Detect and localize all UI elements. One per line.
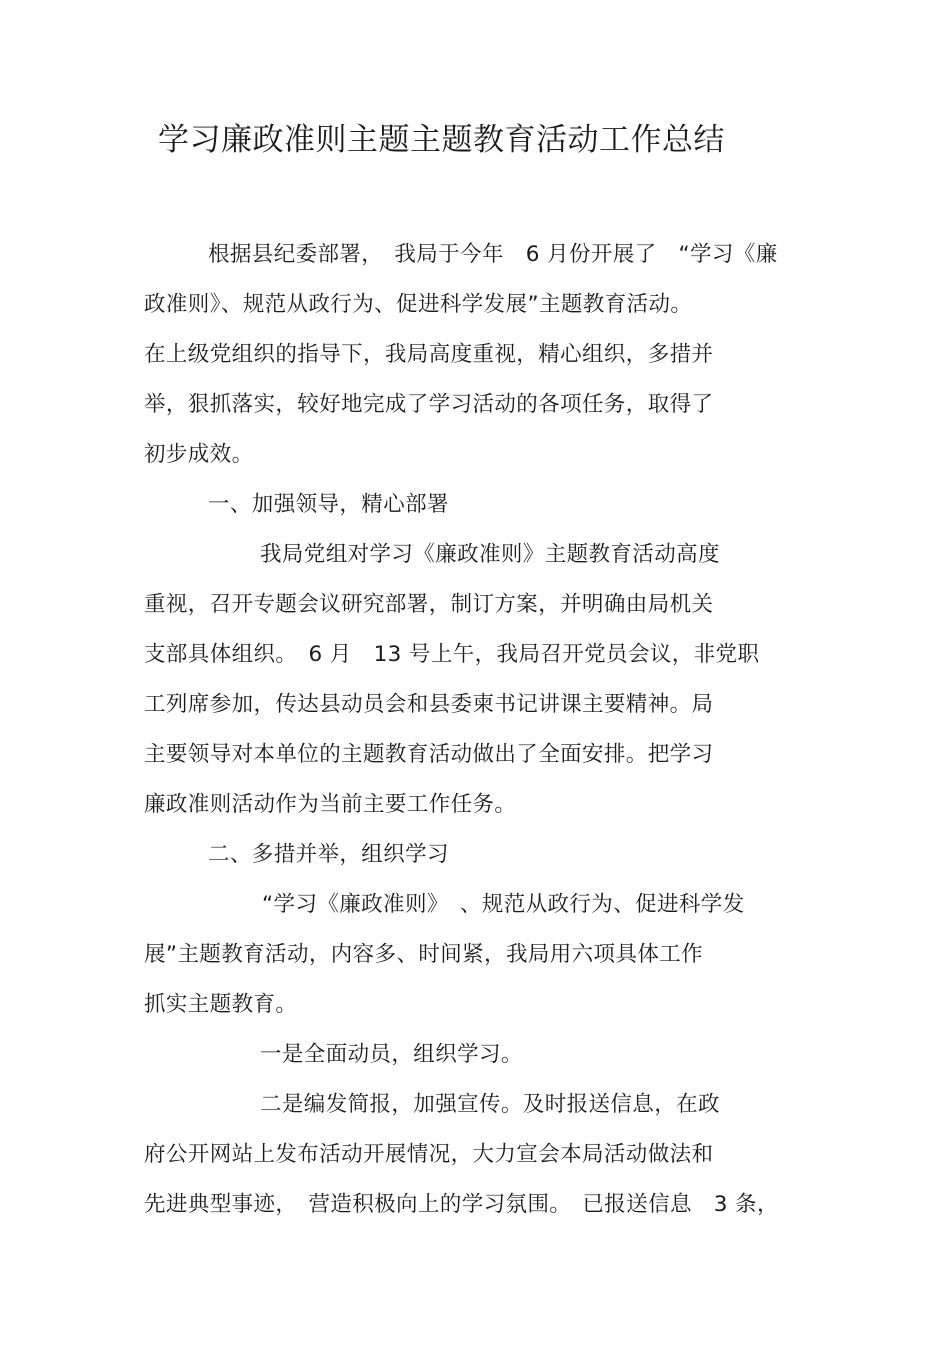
paragraph-line: 我局党组对学习《廉政准则》主题教育活动高度: [260, 542, 720, 567]
paragraph-line: “学习《廉政准则》 、规范从政行为、促进科学发: [262, 892, 745, 917]
paragraph-line: 主要领导对本单位的主题教育活动做出了全面安排。把学习: [144, 742, 714, 767]
paragraph-line: 抓实主题教育。: [144, 992, 298, 1017]
paragraph-line: 支部具体组织。 6 月 13 号上午，我局召开党员会议，非党职: [144, 642, 760, 667]
paragraph-line: 二是编发简报，加强宣传。及时报送信息，在政: [260, 1092, 720, 1117]
paragraph-line: 展”主题教育活动，内容多、时间紧，我局用六项具体工作: [144, 942, 704, 967]
paragraph-line: 政准则》、规范从政行为、促进科学发展”主题教育活动。: [144, 292, 693, 317]
paragraph-line: 一是全面动员，组织学习。: [260, 1042, 523, 1067]
paragraph-line: 先进典型事迹， 营造积极向上的学习氛围。 已报送信息 3 条，: [144, 1192, 779, 1217]
paragraph-line: 根据县纪委部署， 我局于今年 6 月份开展了 “学习《廉: [208, 242, 778, 267]
section-heading: 一、加强领导，精心部署: [208, 492, 449, 517]
paragraph-line: 初步成效。: [144, 442, 254, 467]
paragraph-line: 工列席参加，传达县动员会和县委柬书记讲课主要精神。局: [144, 692, 714, 717]
paragraph-line: 府公开网站上发布活动开展情况，大力宣会本局活动做法和: [144, 1142, 714, 1167]
paragraph-line: 在上级党组织的指导下，我局高度重视，精心组织，多措并: [144, 342, 714, 367]
section-heading: 二、多措并举，组织学习: [208, 842, 449, 867]
paragraph-line: 举，狠抓落实，较好地完成了学习活动的各项任务，取得了: [144, 392, 714, 417]
paragraph-line: 廉政准则活动作为当前主要工作任务。: [144, 792, 517, 817]
paragraph-line: 重视，召开专题会议研究部署，制订方案，并明确由局机关: [144, 592, 714, 617]
document-title: 学习廉政准则主题主题教育活动工作总结: [158, 122, 725, 158]
